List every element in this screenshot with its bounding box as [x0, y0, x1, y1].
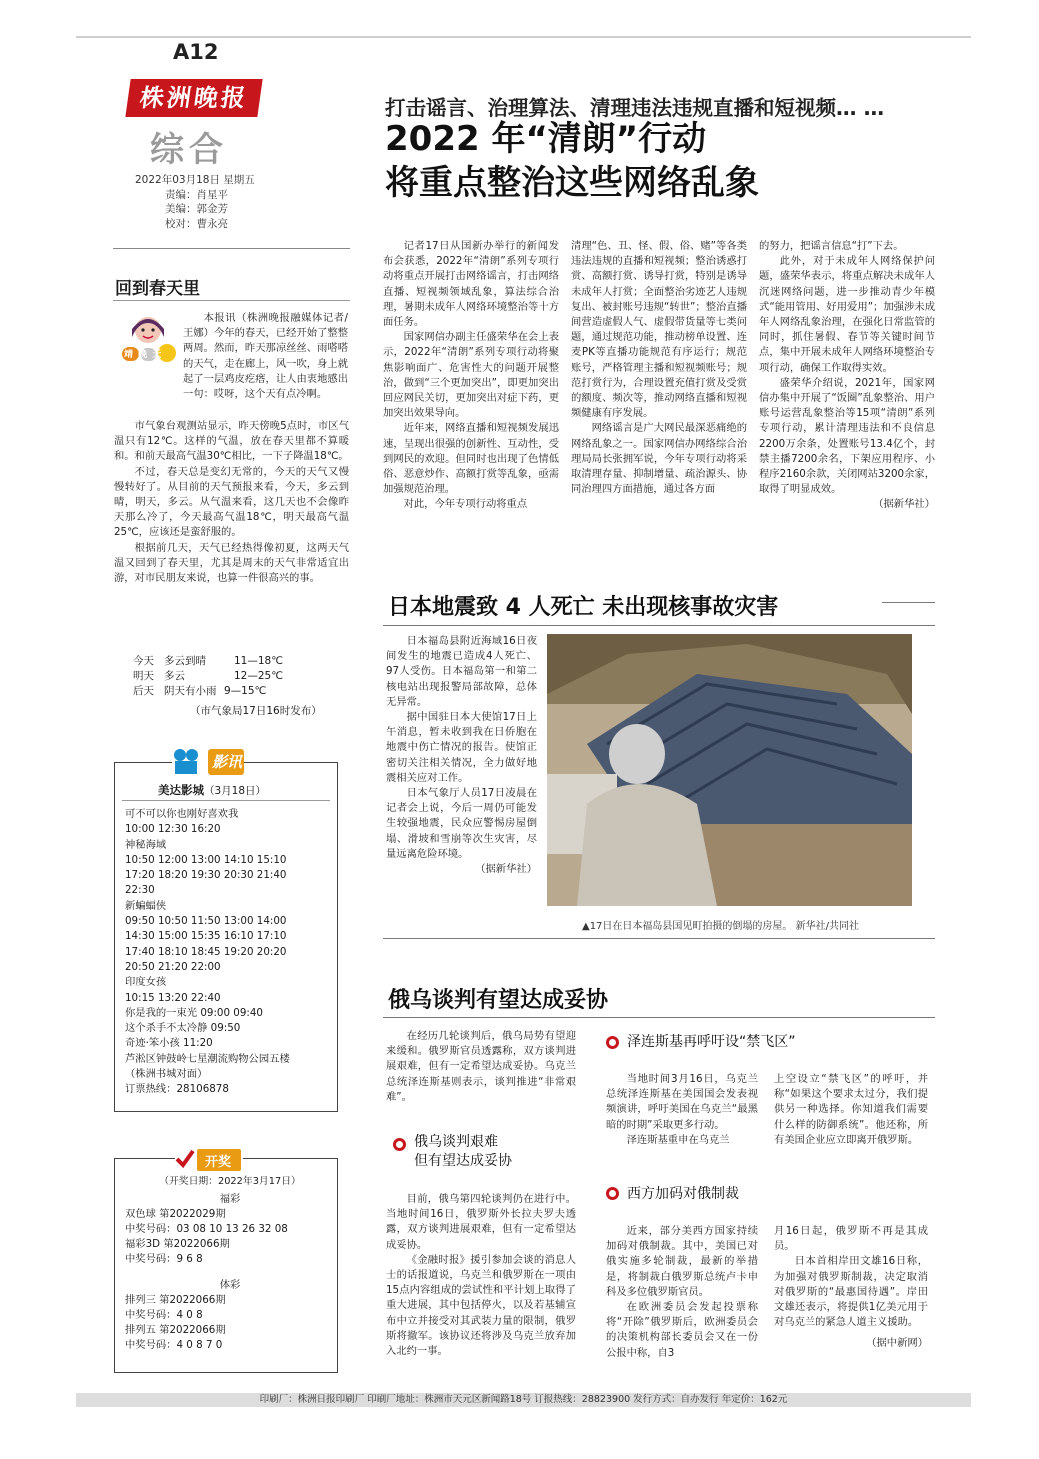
lottery-line: 双色球 第2022029期	[125, 1208, 226, 1221]
ukraine-para: 月16日起，俄罗斯不再是其成员。	[774, 1225, 928, 1253]
lottery-line: 排列三 第2022066期	[125, 1293, 226, 1306]
japan-rule-right	[882, 602, 935, 603]
ukraine-intro	[386, 1029, 576, 1105]
schedule-line: 神秘海域	[125, 838, 167, 851]
ukraine-subhead-1	[414, 1133, 512, 1171]
film-icon	[172, 745, 244, 779]
ukraine-para: 当地时间3月16日，乌克兰总统泽连斯基在美国国会发表视频演讲，呼吁美国在乌克兰“最黑暗的时期”采取更多行动。	[606, 1073, 758, 1131]
schedule-line: 你是我的一束光 09:00 09:40	[125, 1006, 263, 1019]
lottery-line: 排列五 第2022066期	[125, 1323, 226, 1336]
page-number: A12	[173, 40, 219, 64]
lead-title-line1: 2022 年“清朗”行动	[385, 119, 707, 159]
schedule-line: 09:50 10:50 11:50 13:00 14:00	[125, 915, 287, 928]
welfare-title: 福彩	[219, 1193, 241, 1206]
bullet-icon	[393, 1138, 406, 1151]
ukraine-para: 泽连斯基重申在乌克兰	[626, 1133, 730, 1146]
cinema-rule	[122, 800, 330, 801]
lead-para: 近年来，网络直播和短视频发展迅速，呈现出很强的创新性、互动性，受到网民的欢迎。但同时也出现了色情低俗、恶意炒作、高额打赏等乱象，亟需加强规范治理。	[383, 422, 559, 496]
cinema-title: 美达影城（3月18日）	[158, 783, 267, 797]
left-rule	[113, 248, 350, 249]
ukraine-subhead-3: 西方加码对俄制裁	[627, 1186, 739, 1202]
left-para: 根据前几天，天气已经热得像初夏，这两天气温又回到了春天里，尤其是周末的天气非常适宜出游，对市民朋友来说，也算一件很高兴的事。	[114, 541, 349, 585]
newspaper-logo: 株洲晚报	[125, 79, 262, 117]
lead-para: 记者17日从国新办举行的新闻发布会获悉，2022年“清朗”系列专项行动将重点开展打击网络谣言，打击网络直播、短视频领域乱象，算法综合治理，暑期未成年人网络环境整治等十方面任务。	[383, 240, 559, 329]
proofreader: 校对：曹永亮	[165, 217, 228, 230]
reporter-avatar	[118, 313, 178, 365]
schedule-line: 可不可以你也刚好喜欢我	[125, 808, 239, 820]
ukraine-para: 《金融时报》援引参加会谈的消息人士的话报道说，乌克兰和俄罗斯在一项由15点内容组成的尝试性和平计划上取得了重大进展，其中包括停火，以及若基辅宣布中立并接受对其武装力量的限制，俄罗斯将撤军。该协议还将涉及乌克兰放弃加入北约一事。	[386, 1253, 576, 1358]
japan-source: （据新华社）	[475, 863, 537, 876]
forecast-row: 后天 阴天有小雨 9—15℃	[133, 684, 267, 697]
issue-date: 2022年03月18日 星期五	[135, 174, 255, 186]
lead-kicker: 打击谣言、治理算法、清理违法违规直播和短视频… …	[385, 96, 885, 120]
weather-forecast	[133, 654, 283, 698]
ukraine-para: 上空设立“禁飞区”的呼吁，并称“如果这个要求太过分，我们提供另一种选择。你知道我们需要什么样的防御系统”。他还称，所有美国企业应立即离开俄罗斯。	[774, 1073, 928, 1146]
lead-para: 国家网信办副主任盛荣华在会上表示，2022年“清朗”系列专项行动将聚焦影响面广、危害性大的问题开展整治，做到“三个更加突出”，即更加突出回应网民关切，更加突出对症下药，更加突出效果导向。	[383, 331, 559, 420]
schedule-line: 10:15 13:20 22:40	[125, 991, 221, 1004]
ukraine-source: （据中新网）	[866, 1337, 928, 1350]
schedule-line: 22:30	[125, 884, 155, 897]
schedule-line: 10:50 12:00 13:00 14:10 15:10	[125, 853, 287, 866]
schedule-line: 印度女孩	[125, 976, 167, 989]
lottery-line: 福彩3D 第2022066期	[125, 1238, 230, 1251]
lottery-line: 中奖号码：03 08 10 13 26 32 08	[125, 1223, 288, 1236]
ukraine-sub2-col2	[774, 1072, 928, 1148]
ukraine-para: 目前，俄乌第四轮谈判仍在进行中。当地时间16日，俄罗斯外长拉夫罗夫透露，双方谈判进展艰难，但有一定希望达成妥协。	[386, 1193, 576, 1251]
masthead-meta	[135, 173, 255, 231]
lead-para: 此外，对于未成年人网络保护问题，盛荣华表示，将重点解决未成年人沉迷网络问题，进一步推动青少年模式“能用管用、好用爱用”；加强涉未成年人网络乱象治理，在强化日常监管的同时，抓住暑假、春节等关键时间节点，集中开展未成年人网络环境整治专项行动，确保工作取得实效。	[759, 255, 935, 374]
left-para: 本报讯（株洲晚报融媒体记者/王娜）今年的春天，已经开始了整整两周。然而，昨天那凉丝丝、雨嗒嗒的天气，走在廊上，风一吹，身上就起了一层鸡皮疙瘩，让人由衷地感出一句：哎呀，这个天有点冷啊。	[183, 312, 348, 401]
lead-col-3	[759, 239, 935, 513]
ukraine-sub1-body	[386, 1192, 576, 1359]
japan-body	[386, 634, 537, 877]
ukraine-sub3-col2	[774, 1224, 928, 1352]
japan-rule	[383, 625, 935, 626]
schedule-line: 14:30 15:00 15:35 16:10 17:10	[125, 930, 287, 943]
lead-para: 对此，今年专项行动将重点	[403, 498, 528, 511]
cinema-badge: 影讯	[212, 753, 243, 771]
forecast-source: （市气象局17日16时发布）	[190, 705, 322, 717]
ukraine-rule	[383, 1017, 935, 1018]
subhead-line: 俄乌谈判艰难	[414, 1134, 498, 1150]
lead-para: 网络谣言是广大网民最深恶痛绝的网络乱象之一。国家网信办网络综合治理局局长张拥军说，今年专项行动将采取清理存量、抑制增量、疏治源头、协同治理四方面措施，通过各方面	[571, 422, 747, 496]
japan-title: 日本地震致 4 人死亡 未出现核事故灾害	[388, 595, 779, 620]
schedule-line: 新蝙蝠侠	[125, 899, 167, 912]
designer: 美编：郭金芳	[165, 203, 228, 215]
schedule-line: 17:40 18:10 18:45 19:20 20:20	[125, 945, 287, 958]
schedule-line: 17:20 18:20 19:30 20:30 21:40	[125, 869, 287, 882]
section-title: 综合	[150, 130, 228, 170]
lottery-line: 中奖号码：4 0 8 7 0	[125, 1338, 223, 1351]
subhead-line: 但有望达成妥协	[414, 1153, 512, 1169]
bullet-icon	[606, 1036, 619, 1049]
lead-para: 盛荣华介绍说，2021年，国家网信办集中开展了“饭圈”乱象整治、用户账号运营乱象整治等15项“清朗”系列专项行动，累计清理违法和不良信息2200万余条，处置账号13.4亿个，封禁主播7200余名，下架应用程序、小程序2160余款，关闭网站3200余家，取得了明显成效。	[759, 376, 935, 496]
japan-bottom-rule	[383, 938, 935, 939]
bullet-icon	[606, 1187, 619, 1200]
lottery-badge: 开奖	[205, 1155, 232, 1170]
lead-para: 清理“色、丑、怪、假、俗、赌”等各类违法违规的直播和短视频；整治诱惑打赏、高额打赏、诱导打赏，特别是诱导未成年人打赏；全面整治劣迹艺人违规复出、被封账号违规“转世”；整治直播间营造虚假人气、虚假带货量等七类问题，通过规范功能，推动榜单设置、连麦PK等直播功能规范有序运行；规范账号，严格管理主播和短视频账号；规范打赏行为，合理设置充值打赏及受赏的额度、频次等，推动网络直播和短视频健康有序发展。	[571, 240, 747, 420]
ukraine-title: 俄乌谈判有望达成妥协	[388, 988, 609, 1013]
top-rule	[76, 36, 971, 38]
japan-para: 日本福岛县附近海域16日夜间发生的地震已造成4人死亡、97人受伤。日本福岛第一和第二核电站出现报警局部故障，总体无异常。	[386, 635, 537, 708]
lead-source: （据新华社）	[873, 498, 935, 511]
schedule-line: 10:00 12:30 16:20	[125, 823, 221, 836]
ukraine-sub2-col1	[606, 1072, 758, 1148]
lottery-date: （开奖日期：2022年3月17日）	[159, 1176, 301, 1187]
schedule-line: （株洲书城对面）	[125, 1068, 208, 1081]
cinema-schedule	[125, 807, 335, 1098]
left-para: 市气象台观测站显示，昨天傍晚5点时，市区气温只有12℃。这样的气温，放在春天里都不算暖和。和前天最高气温30℃相比，一下子降温18℃。	[114, 420, 349, 463]
schedule-line: 芦淞区钟鼓岭七星潮流购物公园五楼	[125, 1052, 290, 1065]
schedule-line: 这个杀手不太冷静 09:50	[125, 1022, 241, 1035]
avatar-label: 靖 晚 天	[124, 350, 163, 360]
japan-para: 日本气象厅人员17日凌晨在记者会上说，今后一周仍可能发生较强地震，民众应警惕房屋倒塌、滑坡和雪崩等次生灾害，尽量远离危险环境。	[386, 787, 537, 860]
ukraine-para: 日本首相岸田文雄16日称，为加强对俄罗斯制裁，决定取消对俄罗斯的“最惠国待遇”。岸田文雄还表示，将提供1亿美元用于对乌克兰的紧急人道主义援助。	[774, 1255, 928, 1329]
ukraine-subhead-2: 泽连斯基再呼吁设“禁飞区”	[627, 1034, 796, 1050]
earthquake-photo	[547, 634, 912, 906]
left-para: 不过，春天总是变幻无常的，今天的天气又慢慢转好了。从目前的天气预报来看，今天，多云到晴，明天，多云。从气温来看，这几天也不会像昨天那么冷了，今天最高气温18℃，明天最高气温25℃，应该还是蛮舒服的。	[114, 465, 349, 539]
lead-title	[385, 117, 759, 205]
lottery-badge-icon	[175, 1147, 243, 1173]
left-story-title: 回到春天里	[115, 279, 200, 299]
photo-caption: ▲17日在日本福岛县国见町拍摄的倒塌的房屋。 新华社/共同社	[582, 921, 859, 932]
schedule-line: 订票热线：28106878	[125, 1083, 229, 1096]
editor: 责编：肖星平	[165, 188, 228, 201]
lead-title-line2: 将重点整治这些网络乱象	[385, 163, 759, 203]
lead-col-1	[383, 239, 559, 513]
lottery-line: 中奖号码：4 0 8	[125, 1308, 203, 1321]
japan-para: 据中国驻日本大使馆17日上午消息，暂未收到我在日侨胞在地震中伤亡情况的报告。使馆正密切关注相关情况，全力做好地震相关应对工作。	[386, 711, 537, 784]
sports-title: 体彩	[219, 1278, 241, 1291]
lottery-line: 中奖号码：9 6 8	[125, 1253, 203, 1266]
left-para-1-wrap	[183, 311, 348, 402]
left-paras	[114, 419, 349, 586]
ukraine-sub3-col1	[606, 1224, 758, 1361]
ukraine-para: 在经历几轮谈判后，俄乌局势有望迎来缓和。俄罗斯官员透露称，双方谈判进展艰难，但有一定希望达成妥协。乌克兰总统泽连斯基则表示，谈判推进“非常艰难”。	[386, 1030, 576, 1103]
ukraine-para: 近来，部分美西方国家持续加码对俄制裁。其中，美国已对俄实施多轮制裁，最新的举措是，将制裁白俄罗斯总统卢卡申科及多位俄罗斯官员。	[606, 1225, 758, 1298]
print-info-footer: 印刷厂：株洲日报印刷厂 印刷厂地址：株洲市天元区新闻路18号 订报热线：28823900 发行方式：自办发行 年定价：162元	[76, 1393, 971, 1407]
lead-col-2	[571, 239, 747, 497]
schedule-line: 20:50 21:20 22:00	[125, 960, 221, 973]
left-rule-2	[113, 300, 350, 301]
forecast-row: 明天 多云 12—25℃	[133, 669, 284, 682]
ukraine-para: 在欧洲委员会发起投票称将“开除”俄罗斯后，欧洲委员会的决策机构部长委员会又在一份公报中称，自3	[606, 1301, 758, 1359]
lottery-results	[125, 1174, 335, 1353]
schedule-line: 奇迹·笨小孩 11:20	[125, 1037, 213, 1050]
forecast-row: 今天 多云到晴 11—18℃	[133, 655, 284, 667]
lead-para: 的努力，把谣言信息“打”下去。	[759, 240, 904, 252]
